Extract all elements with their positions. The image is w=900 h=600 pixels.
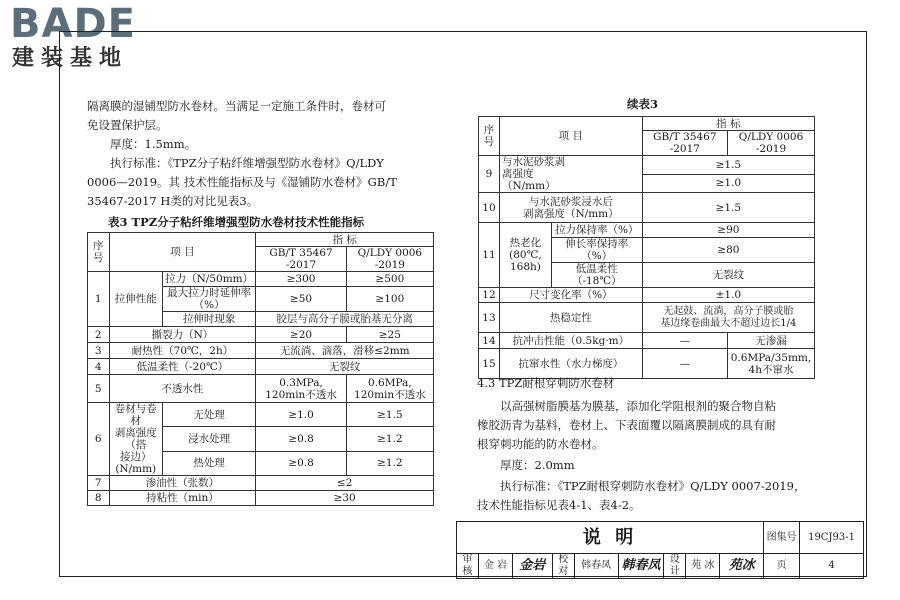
cell-value: ≥1.2 xyxy=(346,427,433,451)
table3 xyxy=(87,232,434,506)
cell-value: ≥1.5 xyxy=(346,403,433,427)
row-no: 14 xyxy=(479,333,500,349)
cell-value: ≥90 xyxy=(642,223,814,238)
section-line: 厚度：2.0mm xyxy=(500,458,575,472)
th-std-qldy: Q/LDY 0006 -2019 xyxy=(346,247,433,272)
review-label: 审核 xyxy=(457,554,479,579)
cell-value: — xyxy=(642,349,727,379)
section-line: 以高强树脂膜基为膜基，添加化学阻根剂的聚合物自粘 xyxy=(500,399,776,413)
designer-name: 苑 冰 xyxy=(686,554,720,579)
row-item: 撕裂力（N） xyxy=(109,327,256,343)
standard-line: 35467-2017 H类的对比见表3。 xyxy=(87,194,259,208)
cell-value: 胶层与高分子膜或胎基无分离 xyxy=(256,312,434,327)
intro-text xyxy=(87,97,433,211)
row-item: 拉伸时现象 xyxy=(162,312,255,327)
row-group: 卷材与卷材 剥离强度（搭 接边）(N/mm) xyxy=(109,403,162,476)
row-item: 渗油性（张数） xyxy=(109,476,256,491)
th-std-gb: GB/T 35467 -2017 xyxy=(256,247,346,272)
section-line: 执行标准：《TPZ耐根穿刺防水卷材》Q/LDY 0007-2019， xyxy=(500,479,806,493)
cell-value: 0.6MPa, 120min不透水 xyxy=(346,375,433,403)
row-no: 11 xyxy=(479,223,500,288)
cell-value: 0.6MPa/35mm, 4h不窜水 xyxy=(728,349,815,379)
checker-signature: 韩春凤 xyxy=(618,554,664,579)
table3-continued xyxy=(478,116,815,379)
row-no: 13 xyxy=(479,303,500,333)
row-group: 拉伸性能 xyxy=(109,272,162,327)
row-no: 1 xyxy=(88,272,110,327)
cell-value: ≥80 xyxy=(642,238,814,263)
cell-value: ±1.0 xyxy=(642,288,814,303)
title-block-table xyxy=(456,521,864,579)
page-label: 页 xyxy=(764,554,800,579)
designer-signature: 苑冰 xyxy=(720,554,764,579)
thickness-line: 厚度：1.5mm。 xyxy=(110,137,197,151)
page-number: 4 xyxy=(800,554,864,579)
check-label: 校对 xyxy=(552,554,574,579)
title-block xyxy=(456,521,864,575)
intro-line: 免设置保护层。 xyxy=(87,118,168,132)
cell-value: 无起鼓、流淌，高分子膜或胎 基边缘卷曲最大不超过边长1/4 xyxy=(642,303,814,333)
intro-line: 隔离膜的湿铺型防水卷材。当满足一定施工条件时，卷材可 xyxy=(87,99,386,113)
row-item: 热处理 xyxy=(162,451,255,475)
reviewer-name: 金 岩 xyxy=(478,554,512,579)
row-group: 热老化 (80℃, 168h) xyxy=(499,223,551,288)
cell-value: 无流淌、滴落，滑移≤2mm xyxy=(256,343,434,359)
logo-subtitle: 建装基地 xyxy=(12,46,129,71)
th-no: 序号 xyxy=(479,117,500,156)
row-no: 15 xyxy=(479,349,500,379)
row-item: 低温柔性（-18℃） xyxy=(551,263,642,288)
cell-value: — xyxy=(642,333,727,349)
row-item: 与水泥砂浆浸水后 剥离强度（N/mm） xyxy=(499,193,642,223)
row-item: 抗冲击性能（0.5kg·m） xyxy=(499,333,642,349)
logo-brand: BADE xyxy=(10,1,136,47)
cell-value: ≥25 xyxy=(346,327,433,343)
row-item: 拉力（N/50mm） xyxy=(162,272,255,287)
cell-value: ≥500 xyxy=(346,272,433,287)
cell-value: ≥1.2 xyxy=(346,451,433,475)
table3-caption: 表3 TPZ分子粘纤维增强型防水卷材技术性能指标 xyxy=(108,215,365,229)
design-label: 设计 xyxy=(664,554,686,579)
row-item: 抗窜水性（水力梯度） xyxy=(499,349,642,379)
row-item: 不透水性 xyxy=(109,375,256,403)
cell-value: 无裂纹 xyxy=(256,359,434,375)
atlas-label: 图集号 xyxy=(764,522,800,554)
row-no: 7 xyxy=(88,476,110,491)
th-item: 项 目 xyxy=(109,233,256,272)
cell-value: ≥1.5 xyxy=(642,193,814,223)
row-no: 6 xyxy=(88,403,110,476)
section-line: 根穿刺功能的防水卷材。 xyxy=(477,437,604,451)
cell-value: ≥300 xyxy=(256,272,346,287)
row-item: 耐热性（70℃，2h） xyxy=(109,343,256,359)
row-item: 拉力保持率（%） xyxy=(551,223,642,238)
cell-value: ≥30 xyxy=(256,491,434,506)
cell-value: ≥20 xyxy=(256,327,346,343)
th-std-gb: GB/T 35467 -2017 xyxy=(642,131,727,156)
row-no: 5 xyxy=(88,375,110,403)
cell-value: ≥1.0 xyxy=(642,174,814,193)
atlas-number: 19CJ93-1 xyxy=(800,522,864,554)
drawing-title: 说 明 xyxy=(457,522,764,554)
cell-value: ≥0.8 xyxy=(256,427,346,451)
row-item: 最大拉力时延伸率（%） xyxy=(162,287,255,312)
checker-name: 韩春凤 xyxy=(574,554,618,579)
cell-value: 无渗漏 xyxy=(728,333,815,349)
row-no: 4 xyxy=(88,359,110,375)
row-item: 持粘性（min） xyxy=(109,491,256,506)
th-index: 指 标 xyxy=(642,117,814,131)
row-group: 与水泥砂浆剥 离强度（N/mm） xyxy=(499,156,642,193)
section-line: 技术性能指标见表4-1、表4-2。 xyxy=(477,498,641,512)
reviewer-signature: 金岩 xyxy=(512,554,552,579)
table3c-caption: 续表3 xyxy=(627,97,659,111)
row-no: 3 xyxy=(88,343,110,359)
th-no: 序号 xyxy=(88,233,110,272)
row-item: 热稳定性 xyxy=(499,303,642,333)
cell-value: ≤2 xyxy=(256,476,434,491)
cell-value: ≥1.5 xyxy=(642,156,814,175)
row-no: 9 xyxy=(479,156,500,193)
row-no: 8 xyxy=(88,491,110,506)
section-line: 橡胶沥青为基料，卷材上、下表面覆以隔离膜制成的具有耐 xyxy=(477,418,776,432)
cell-value: ≥100 xyxy=(346,287,433,312)
cell-value: 无裂纹 xyxy=(642,263,814,288)
cell-value: ≥1.0 xyxy=(256,403,346,427)
row-item: 尺寸变化率（%） xyxy=(499,288,642,303)
th-std-qldy: Q/LDY 0006 -2019 xyxy=(728,131,815,156)
row-item: 伸长率保持率（%） xyxy=(551,238,642,263)
row-no: 10 xyxy=(479,193,500,223)
standard-line: 0006—2019。其 技术性能指标及与《湿铺防水卷材》GB/T xyxy=(87,175,397,189)
section-title: 4.3 TPZ耐根穿刺防水卷材 xyxy=(477,376,615,390)
cell-value: ≥0.8 xyxy=(256,451,346,475)
cell-value: ≥50 xyxy=(256,287,346,312)
th-item: 项 目 xyxy=(499,117,642,156)
row-no: 12 xyxy=(479,288,500,303)
section-4-3 xyxy=(477,374,832,515)
row-item: 低温柔性（-20℃） xyxy=(109,359,256,375)
standard-line: 执行标准：《TPZ分子粘纤维增强型防水卷材》Q/LDY xyxy=(110,156,384,170)
row-item: 浸水处理 xyxy=(162,427,255,451)
th-index: 指 标 xyxy=(256,233,434,247)
row-no: 2 xyxy=(88,327,110,343)
row-item: 无处理 xyxy=(162,403,255,427)
cell-value: 0.3MPa, 120min不透水 xyxy=(256,375,346,403)
